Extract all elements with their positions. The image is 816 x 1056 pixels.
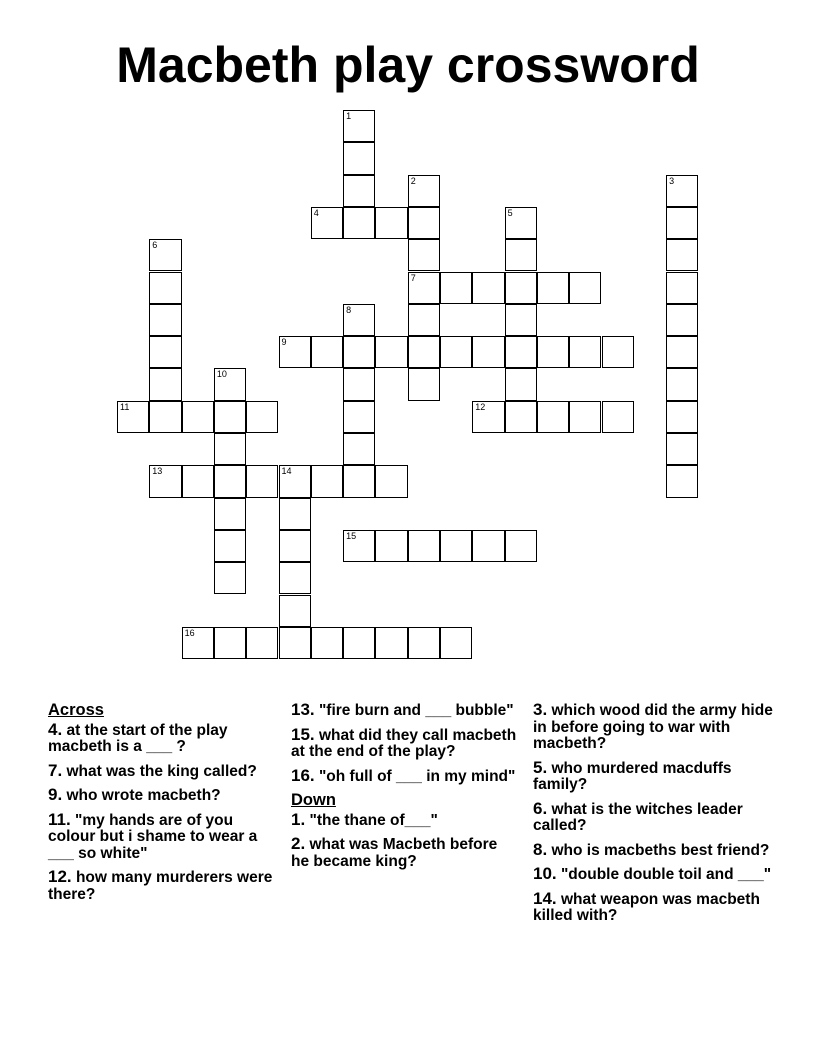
grid-cell[interactable]	[569, 401, 601, 433]
clue-number: 15.	[291, 724, 315, 744]
grid-cell[interactable]	[117, 401, 149, 433]
clue-number: 4.	[48, 719, 63, 739]
clue-number: 9	[281, 337, 287, 348]
grid-cell[interactable]	[149, 304, 181, 336]
grid-cell[interactable]	[408, 272, 440, 304]
grid-cell[interactable]	[214, 530, 246, 562]
grid-cell[interactable]	[279, 595, 311, 627]
grid-cell[interactable]	[214, 401, 246, 433]
grid-cell[interactable]	[666, 207, 698, 239]
clue-text: "oh full of ___ in my mind"	[314, 767, 516, 785]
grid-cell[interactable]	[375, 465, 407, 497]
grid-cell[interactable]	[279, 465, 311, 497]
grid-cell[interactable]	[472, 530, 504, 562]
clue-across-15	[291, 724, 519, 761]
clue-number: 12.	[48, 867, 72, 886]
clue-number: 5	[507, 207, 513, 218]
grid-cell[interactable]	[149, 465, 181, 497]
grid-cell[interactable]	[505, 336, 537, 368]
grid-cell[interactable]	[343, 627, 375, 659]
grid-cell[interactable]	[343, 433, 375, 465]
clue-text: "fire burn and ___ bubble"	[314, 702, 514, 719]
clue-across-4	[48, 719, 283, 756]
grid-cell[interactable]	[214, 498, 246, 530]
grid-cell[interactable]	[408, 368, 440, 400]
grid-cell[interactable]	[408, 304, 440, 336]
clues-column-1	[48, 702, 283, 910]
grid-cell[interactable]	[311, 336, 343, 368]
grid-cell[interactable]	[375, 336, 407, 368]
grid-cell[interactable]	[569, 336, 601, 368]
grid-cell[interactable]	[666, 272, 698, 304]
clue-number: 14.	[533, 888, 557, 908]
grid-cell[interactable]	[537, 272, 569, 304]
clue-text: what weapon was macbeth killed with?	[533, 890, 760, 924]
grid-cell[interactable]	[408, 627, 440, 659]
page-title: Macbeth play crossword	[116, 37, 700, 93]
grid-cell[interactable]	[505, 368, 537, 400]
grid-cell[interactable]	[343, 207, 375, 239]
grid-cell[interactable]	[505, 530, 537, 562]
clue-across-11	[48, 809, 283, 863]
clue-down-2	[291, 836, 519, 870]
grid-cell[interactable]	[149, 368, 181, 400]
clue-down-14	[533, 888, 773, 925]
clue-number: 13	[152, 466, 163, 477]
grid-cell[interactable]	[472, 272, 504, 304]
clue-number: 3	[669, 175, 675, 186]
grid-cell[interactable]	[311, 465, 343, 497]
clue-number: 7	[410, 272, 416, 283]
grid-cell[interactable]	[343, 368, 375, 400]
clue-text: which wood did the army hide in before going to war with macbeth?	[533, 702, 773, 752]
clue-number: 8	[346, 304, 352, 315]
clue-across-7	[48, 760, 283, 781]
clue-across-12	[48, 869, 283, 903]
grid-cell[interactable]	[666, 336, 698, 368]
grid-cell[interactable]	[666, 304, 698, 336]
clue-down-6	[533, 798, 773, 835]
clue-down-3	[533, 702, 773, 753]
grid-cell[interactable]	[343, 142, 375, 174]
clue-number: 15	[346, 530, 357, 541]
clue-number: 7.	[48, 760, 63, 780]
grid-cell[interactable]	[343, 336, 375, 368]
grid-cell[interactable]	[666, 175, 698, 207]
clue-number: 16.	[291, 765, 315, 785]
clue-down-10	[533, 866, 773, 884]
clue-text: who is macbeths best friend?	[547, 841, 770, 859]
grid-cell[interactable]	[214, 562, 246, 594]
grid-cell[interactable]	[537, 336, 569, 368]
grid-cell[interactable]	[149, 336, 181, 368]
grid-cell[interactable]	[666, 465, 698, 497]
grid-cell[interactable]	[666, 433, 698, 465]
clues-column-2	[291, 702, 519, 877]
clue-number: 2.	[291, 834, 306, 853]
grid-cell[interactable]	[182, 627, 214, 659]
clue-number: 3.	[533, 700, 548, 719]
clue-number: 10	[216, 369, 227, 380]
grid-cell[interactable]	[440, 530, 472, 562]
grid-cell[interactable]	[343, 465, 375, 497]
grid-cell[interactable]	[246, 627, 278, 659]
grid-cell[interactable]	[440, 272, 472, 304]
grid-cell[interactable]	[279, 498, 311, 530]
grid-cell[interactable]	[537, 401, 569, 433]
clue-down-5	[533, 757, 773, 794]
clue-number: 1.	[291, 809, 306, 829]
grid-cell[interactable]	[343, 530, 375, 562]
clue-text: "the thane of___"	[305, 811, 438, 829]
clue-text: at the start of the play macbeth is a ___ ?	[48, 721, 228, 755]
grid-cell[interactable]	[279, 336, 311, 368]
grid-cell[interactable]	[569, 272, 601, 304]
grid-cell[interactable]	[440, 627, 472, 659]
grid-cell[interactable]	[311, 207, 343, 239]
clue-text: what did they call macbeth at the end of the play?	[291, 726, 517, 760]
grid-cell[interactable]	[505, 304, 537, 336]
clues-column-3	[533, 702, 773, 932]
grid-cell[interactable]	[279, 530, 311, 562]
grid-cell[interactable]	[343, 401, 375, 433]
down-heading: Down	[291, 791, 336, 809]
grid-cell[interactable]	[408, 530, 440, 562]
grid-cell[interactable]	[246, 465, 278, 497]
across-heading: Across	[48, 701, 104, 719]
clue-number: 5.	[533, 757, 548, 777]
grid-cell[interactable]	[472, 336, 504, 368]
grid-cell[interactable]	[666, 401, 698, 433]
grid-cell[interactable]	[214, 465, 246, 497]
clue-number: 12	[475, 401, 486, 412]
grid-cell[interactable]	[182, 401, 214, 433]
grid-cell[interactable]	[246, 401, 278, 433]
grid-cell[interactable]	[602, 401, 634, 433]
grid-cell[interactable]	[375, 627, 407, 659]
grid-cell[interactable]	[149, 401, 181, 433]
grid-cell[interactable]	[343, 175, 375, 207]
grid-cell[interactable]	[666, 239, 698, 271]
grid-cell[interactable]	[408, 207, 440, 239]
clue-number: 4	[313, 207, 319, 218]
grid-cell[interactable]	[279, 562, 311, 594]
clue-across-16	[291, 765, 519, 786]
clue-number: 16	[184, 627, 195, 638]
clue-text: what was Macbeth before he became king?	[291, 836, 498, 870]
grid-cell[interactable]	[440, 336, 472, 368]
grid-cell[interactable]	[214, 368, 246, 400]
clue-down-8	[533, 839, 773, 860]
clue-text: who wrote macbeth?	[62, 787, 221, 804]
clue-text: "my hands are of you colour but i shame to wear a ___ so white"	[48, 811, 258, 862]
clue-text: who murdered macduffs family?	[533, 759, 732, 793]
grid-cell[interactable]	[408, 175, 440, 207]
grid-cell[interactable]	[149, 239, 181, 271]
grid-cell[interactable]	[375, 530, 407, 562]
grid-cell[interactable]	[279, 627, 311, 659]
clue-number: 1	[346, 111, 352, 121]
grid-cell[interactable]	[505, 207, 537, 239]
clue-number: 8.	[533, 839, 548, 859]
grid-cell[interactable]	[182, 465, 214, 497]
grid-cell[interactable]	[505, 272, 537, 304]
grid-cell[interactable]	[505, 401, 537, 433]
clue-number: 11	[120, 401, 130, 412]
grid-cell[interactable]	[666, 368, 698, 400]
grid-cell[interactable]	[343, 304, 375, 336]
clue-number: 13.	[291, 700, 315, 719]
clue-text: what is the witches leader called?	[533, 800, 743, 834]
clue-number: 10.	[533, 864, 557, 883]
clue-across-9	[48, 787, 283, 805]
clue-text: "double double toil and ___"	[556, 866, 772, 883]
grid-cell[interactable]	[472, 401, 504, 433]
grid-cell[interactable]	[311, 627, 343, 659]
clue-number: 9.	[48, 785, 63, 804]
grid-cell[interactable]	[602, 336, 634, 368]
clue-number: 6.	[533, 798, 548, 818]
grid-cell[interactable]	[375, 207, 407, 239]
grid-cell[interactable]	[214, 627, 246, 659]
clue-text: what was the king called?	[62, 762, 257, 780]
clue-number: 14	[281, 466, 292, 477]
clue-number: 2	[410, 175, 416, 186]
grid-cell[interactable]	[408, 239, 440, 271]
grid-cell[interactable]	[214, 433, 246, 465]
clue-across-13	[291, 702, 519, 720]
clue-text: how many murderers were there?	[48, 869, 273, 903]
grid-cell[interactable]	[505, 239, 537, 271]
clue-down-1	[291, 809, 519, 830]
clue-number: 6	[152, 240, 158, 251]
grid-cell[interactable]	[408, 336, 440, 368]
grid-cell[interactable]	[149, 272, 181, 304]
clue-number: 11.	[48, 809, 71, 829]
grid-cell[interactable]	[343, 110, 375, 142]
